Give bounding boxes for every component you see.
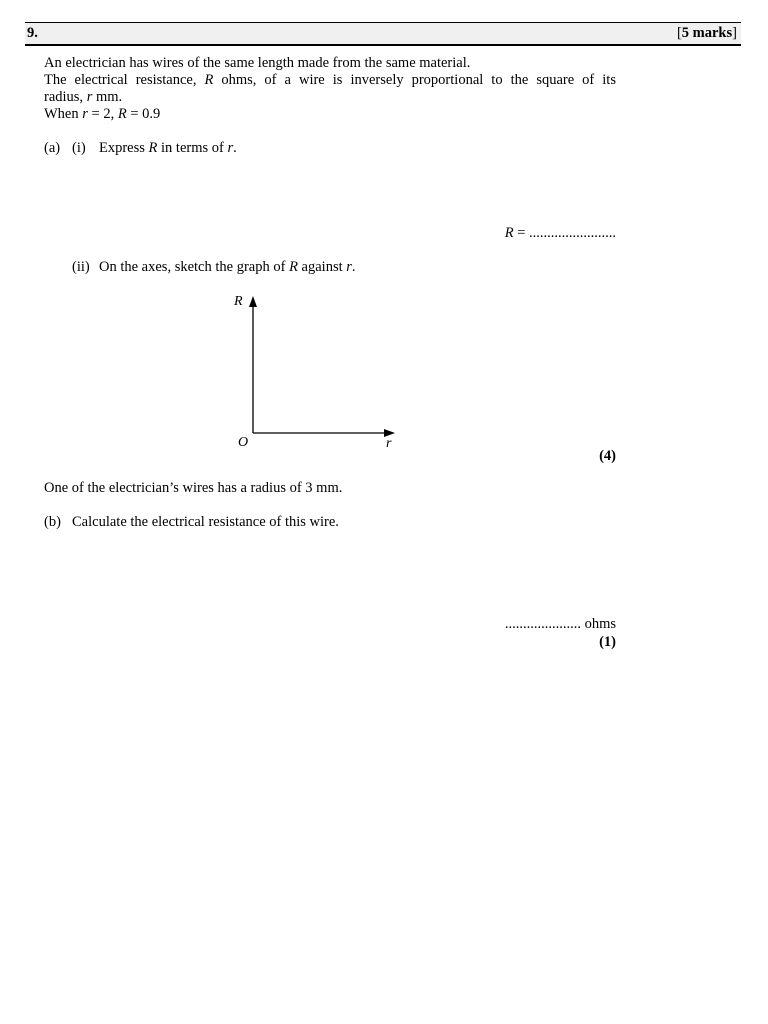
intro-line-4: When r = 2, R = 0.9 xyxy=(44,106,161,122)
x-axis-label: r xyxy=(386,436,392,451)
part-a-marks: (4) xyxy=(599,448,616,464)
question-number: 9. xyxy=(27,25,38,41)
part-a-ii-label: (ii) xyxy=(72,259,90,275)
part-a-i-answer-line: R = ........................ xyxy=(504,225,616,241)
total-marks: [5 marks] xyxy=(676,25,737,41)
intro-line-1: An electrician has wires of the same length made from the same material. xyxy=(44,55,471,71)
y-axis-arrowhead xyxy=(249,296,257,307)
origin-label: O xyxy=(238,435,249,450)
part-b-question: Calculate the electrical resistance of this wire. xyxy=(72,514,339,530)
intro-line-2: The electrical resistance, R ohms, of a wire is inversely proportional to the square of its xyxy=(44,72,616,88)
part-a-ii-question: On the axes, sketch the graph of R against r. xyxy=(99,259,356,275)
part-b-answer-line: ..................... ohms xyxy=(504,616,616,632)
part-a-i-question: Express R in terms of r. xyxy=(99,140,237,156)
part-a-i-label: (i) xyxy=(72,140,86,156)
intro-line-3: radius, r mm. xyxy=(44,89,123,105)
part-a-label: (a) xyxy=(44,140,61,156)
y-axis-label: R xyxy=(234,294,243,309)
part-b-marks: (1) xyxy=(599,634,616,650)
part-b-label: (b) xyxy=(44,514,61,530)
wire-statement: One of the electrician’s wires has a radius of 3 mm. xyxy=(44,480,343,496)
